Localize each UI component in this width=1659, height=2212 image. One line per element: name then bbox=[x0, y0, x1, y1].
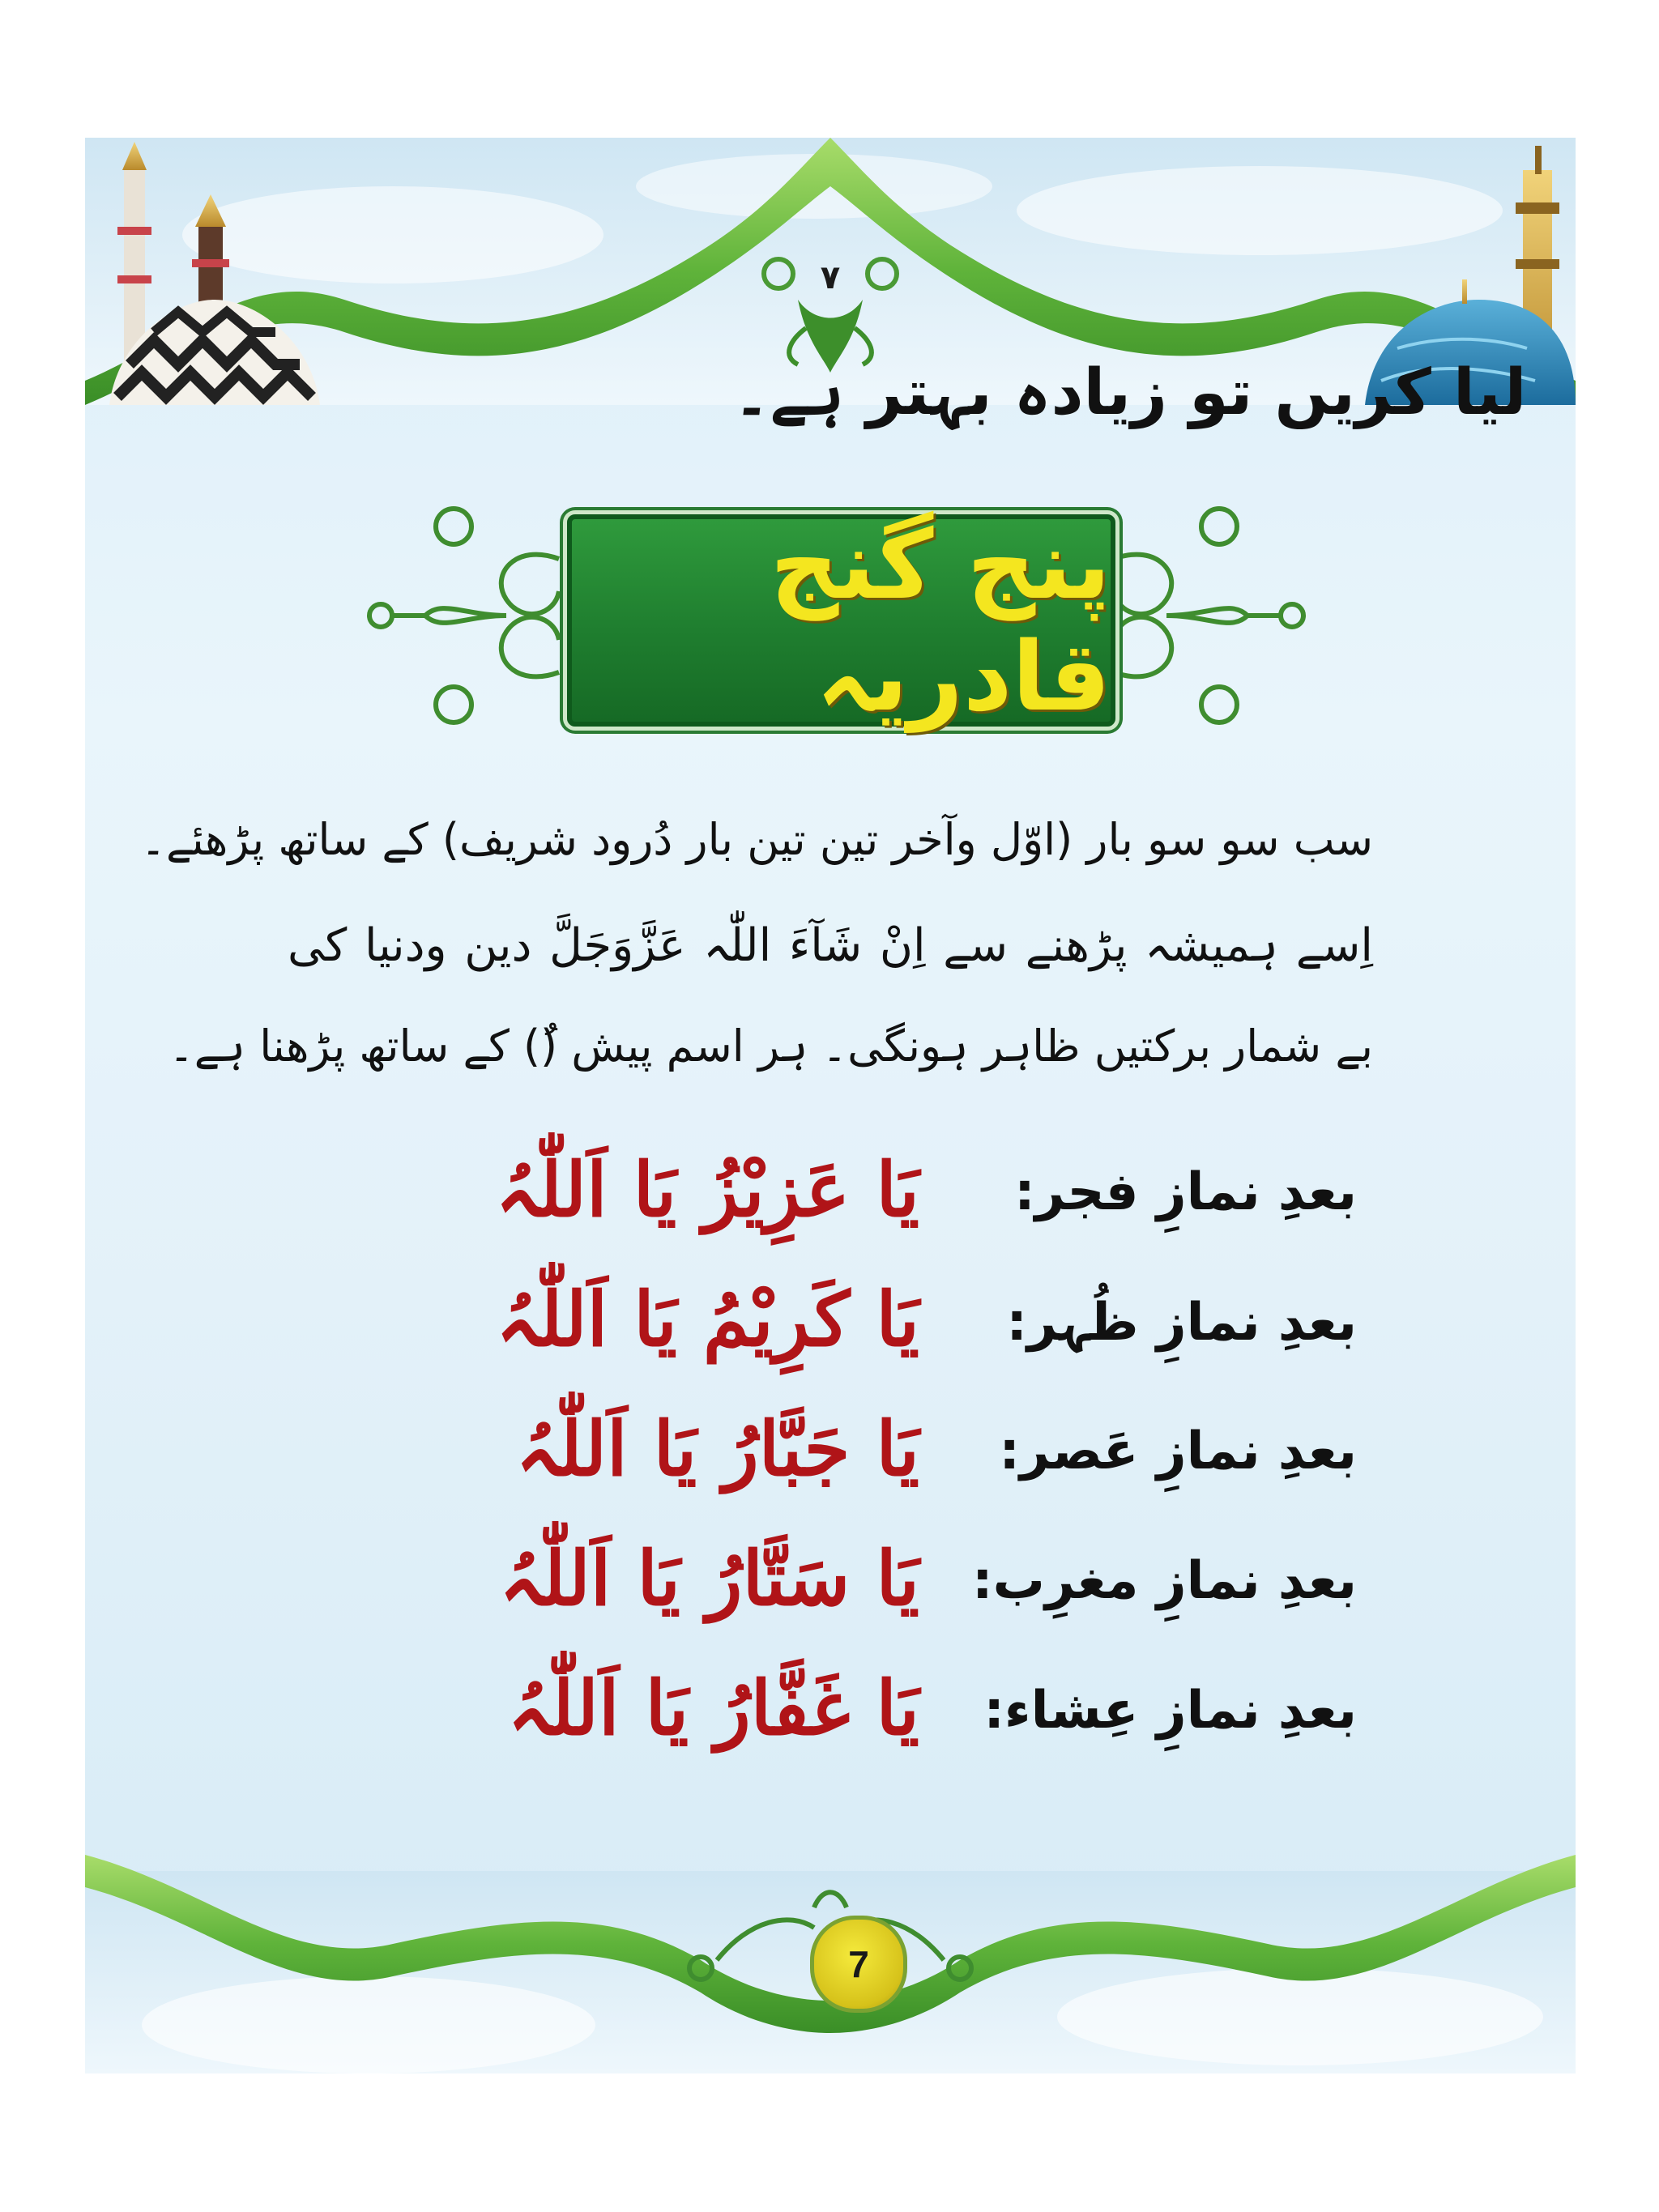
instruction-paragraph-2: اِسے ہمیشہ پڑھنے سے اِنْ شَآءَ اللّٰہ عَزَّوَجَلَّ دین ودنیا کی bbox=[288, 919, 1373, 972]
title-left-ornament bbox=[369, 509, 559, 722]
title-banner bbox=[567, 509, 1115, 732]
prayer-time-label-isha: بعدِ نمازِ عِشاء: bbox=[983, 1681, 1357, 1741]
header-page-number: ۷ bbox=[820, 259, 841, 296]
continued-sentence: لیا کریں تو زیادہ بہتر ہے۔ bbox=[733, 356, 1527, 429]
divine-name-zuhr: یَا کَرِیْمُ یَا اَللّٰہُ bbox=[496, 1276, 919, 1363]
book-page bbox=[85, 138, 1576, 2073]
prayer-time-label-fajr: بعدِ نمازِ فجر: bbox=[1014, 1162, 1357, 1222]
prayer-time-label-asr: بعدِ نمازِ عَصر: bbox=[999, 1421, 1357, 1481]
prayer-time-label-zuhr: بعدِ نمازِ ظُہر: bbox=[1006, 1293, 1357, 1353]
footer-page-number: 7 bbox=[810, 1916, 907, 2013]
divine-name-asr: یَا جَبَّارُ یَا اَللّٰہُ bbox=[515, 1405, 919, 1493]
instruction-paragraph-3: بے شمار برکتیں ظاہر ہونگی۔ ہر اسم پیش (ُ) کے ساتھ پڑھنا ہے۔ bbox=[168, 1021, 1373, 1072]
divine-name-maghrib: یَا سَتَّارُ یَا اَللّٰہُ bbox=[499, 1535, 919, 1622]
divine-name-fajr: یَا عَزِیْزُ یَا اَللّٰہُ bbox=[495, 1146, 919, 1234]
divine-name-isha: یَا غَفَّارُ یَا اَللّٰہُ bbox=[507, 1664, 919, 1752]
instruction-paragraph-1: سب سو سو بار (اوّل وآخر تین تین بار دُرود شریف) کے ساتھ پڑھئے۔ bbox=[140, 814, 1373, 865]
prayer-time-label-maghrib: بعدِ نمازِ مغرِب: bbox=[972, 1551, 1357, 1611]
title-right-ornament bbox=[1114, 509, 1303, 722]
page-title: پنج گنج قادریہ bbox=[770, 509, 1111, 732]
